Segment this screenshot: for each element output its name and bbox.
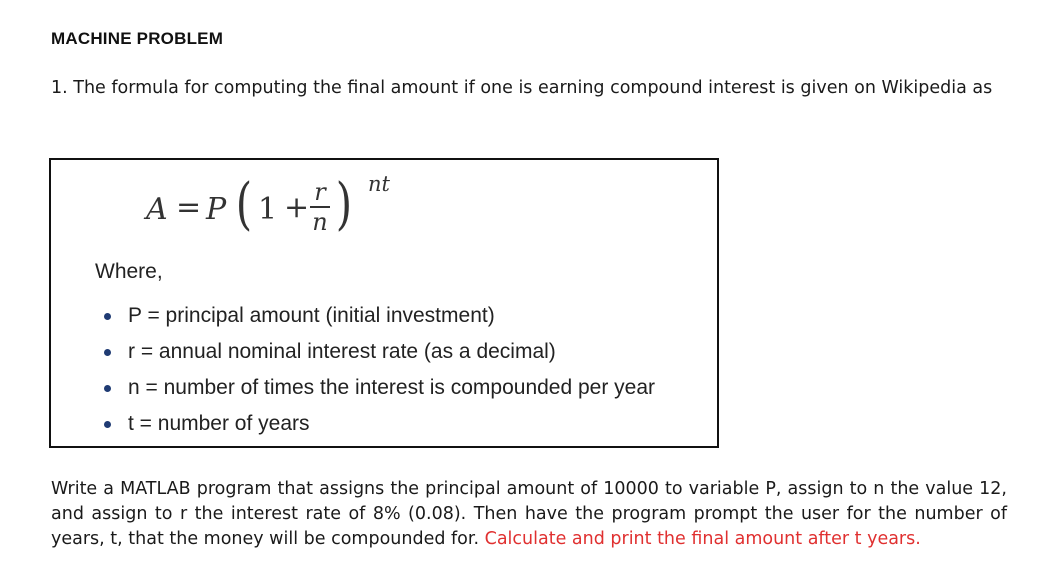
formula-left-paren: ( bbox=[235, 172, 253, 237]
formula-box bbox=[49, 158, 719, 448]
task-highlight: Calculate and print the final amount after t years. bbox=[484, 529, 921, 549]
formula-exponent: nt bbox=[368, 172, 390, 196]
page-heading: MACHINE PROBLEM bbox=[51, 29, 224, 48]
formula-p: P bbox=[206, 192, 227, 227]
formula-denominator: n bbox=[312, 208, 328, 236]
formula-plus: + bbox=[284, 190, 310, 225]
list-item bbox=[104, 334, 655, 370]
bullet-icon bbox=[104, 421, 111, 428]
definition-text: r = annual nominal interest rate (as a decimal) bbox=[128, 340, 556, 363]
definition-text: n = number of times the interest is compounded per year bbox=[128, 376, 656, 399]
intro-paragraph: 1. The formula for computing the final amount if one is earning compound interest is given on Wikipedia as bbox=[51, 78, 993, 98]
formula-right-paren: ) bbox=[335, 172, 353, 237]
list-item bbox=[104, 298, 655, 334]
formula-a: A bbox=[146, 192, 168, 227]
formula-equals: = bbox=[176, 190, 202, 225]
task-text: Write a MATLAB program that assigns the principal amount of 10000 to variable P, assign to n the value 12, and assign to r the interest rate of 8% (0.08). Then have the program prompt the user for the number of years, t, that the money will be compounded for. bbox=[51, 479, 1007, 549]
compound-interest-formula bbox=[146, 174, 446, 244]
list-item bbox=[104, 370, 655, 406]
formula-one: 1 bbox=[258, 192, 278, 227]
bullet-icon bbox=[104, 385, 111, 392]
definition-text: P = principal amount (initial investment) bbox=[128, 304, 495, 327]
task-paragraph bbox=[51, 477, 1007, 552]
definition-list bbox=[104, 298, 655, 442]
definition-text: t = number of years bbox=[128, 412, 310, 435]
bullet-icon bbox=[104, 313, 111, 320]
formula-numerator: r bbox=[314, 178, 326, 206]
list-item bbox=[104, 406, 655, 442]
bullet-icon bbox=[104, 349, 111, 356]
where-label: Where, bbox=[95, 260, 163, 283]
formula-fraction bbox=[310, 180, 330, 234]
